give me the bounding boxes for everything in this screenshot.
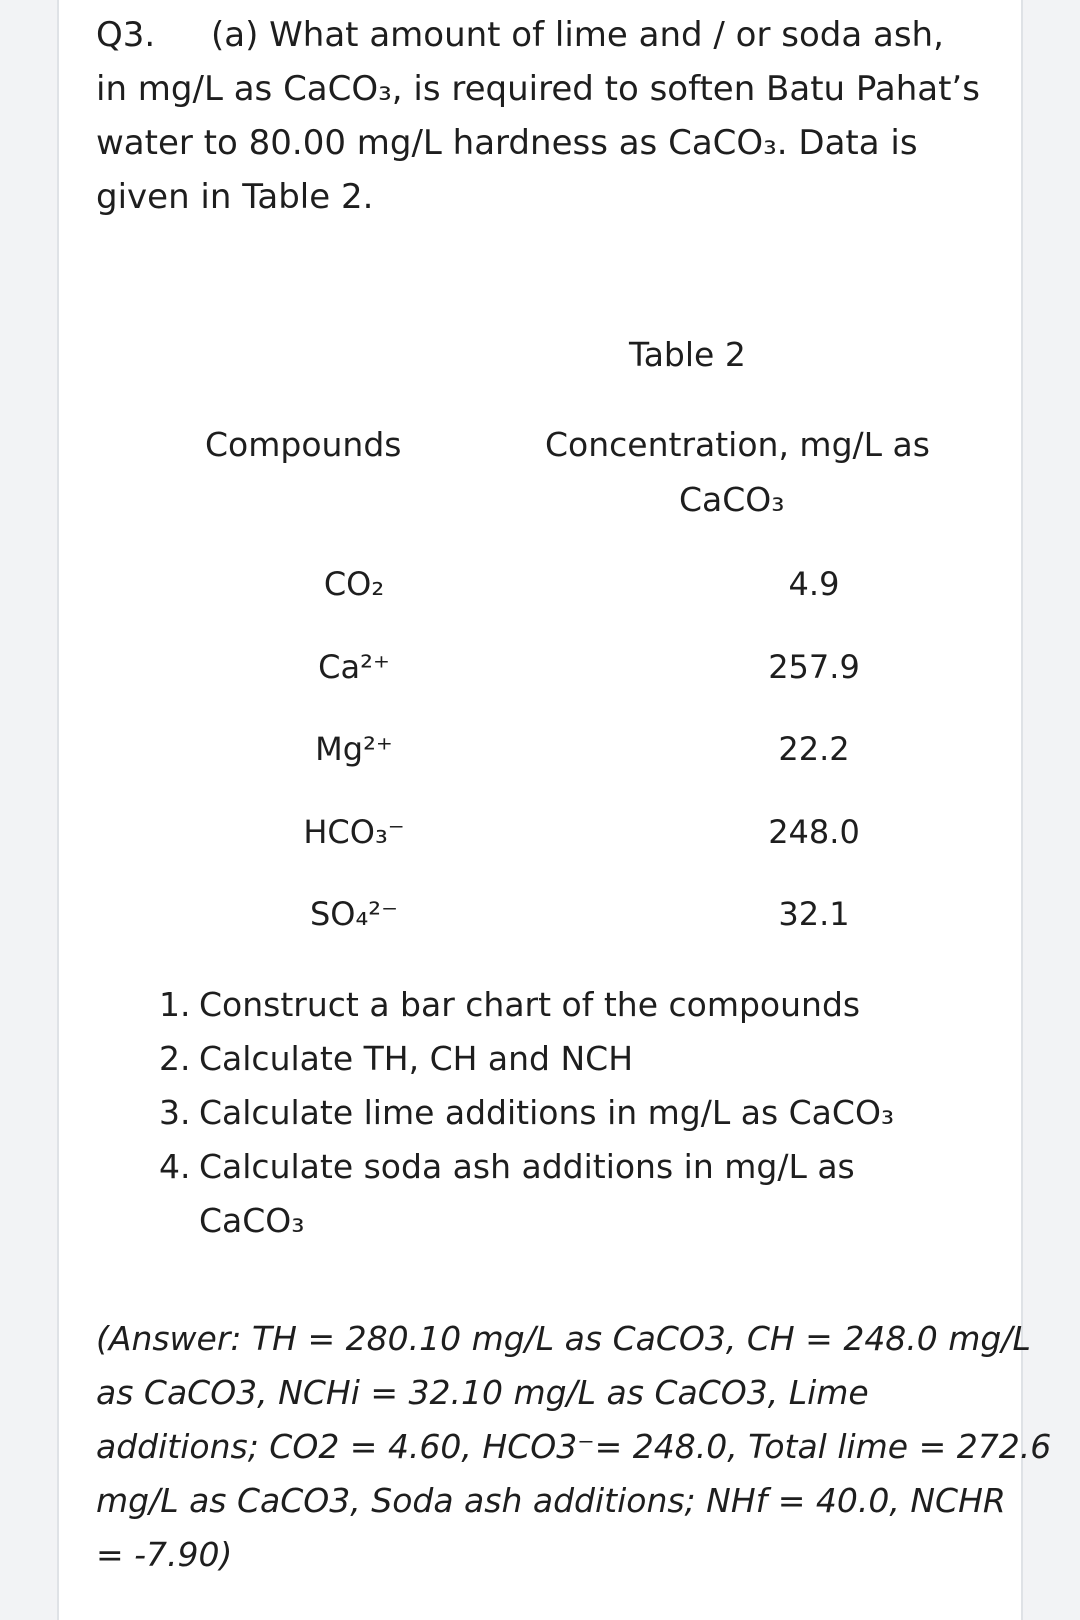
task-item <box>159 1032 894 1086</box>
question-number: Q3. <box>96 15 156 55</box>
compound-co2: CO₂ <box>323 565 385 603</box>
value-so4: 32.1 <box>778 895 850 933</box>
task-number: 4. <box>159 1147 191 1186</box>
question-line-1: (a) What amount of lime and / or soda ash, <box>211 15 944 55</box>
answer-line-2: as CaCO3, NCHi = 32.10 mg/L as CaCO3, Lime <box>96 1373 869 1412</box>
task-item <box>159 978 894 1032</box>
task-text: Construct a bar chart of the compounds <box>199 985 861 1024</box>
answer-line-3: additions; CO2 = 4.60, HCO3⁻= 248.0, Total lime = 272.6 <box>96 1427 1052 1466</box>
task-item-continuation <box>159 1194 894 1248</box>
value-ca: 257.9 <box>768 648 860 686</box>
task-list <box>159 978 894 1248</box>
value-hco3: 248.0 <box>768 813 860 851</box>
task-text: CaCO₃ <box>199 1201 305 1240</box>
header-unit: CaCO₃ <box>679 480 785 519</box>
task-text: Calculate lime additions in mg/L as CaCO₃ <box>199 1093 895 1132</box>
task-number: 3. <box>159 1093 191 1132</box>
task-text: Calculate TH, CH and NCH <box>199 1039 634 1078</box>
question-line-3: water to 80.00 mg/L hardness as CaCO₃. Data is <box>96 123 918 163</box>
compound-ca: Ca²⁺ <box>318 648 390 686</box>
answer-line-5: = -7.90) <box>96 1535 233 1574</box>
compound-mg: Mg²⁺ <box>315 730 393 768</box>
value-mg: 22.2 <box>778 730 850 768</box>
answer-line-4: mg/L as CaCO3, Soda ash additions; NHf = 40.0, NCHR <box>96 1481 1006 1520</box>
task-number: 2. <box>159 1039 191 1078</box>
task-item <box>159 1086 894 1140</box>
table-caption: Table 2 <box>629 335 746 374</box>
task-number: 1. <box>159 985 191 1024</box>
answer-line-1: (Answer: TH = 280.10 mg/L as CaCO3, CH = 248.0 mg/L <box>96 1319 1031 1358</box>
answer-block <box>96 1312 1051 1582</box>
header-compounds: Compounds <box>205 425 402 464</box>
compound-so4: SO₄²⁻ <box>309 895 399 933</box>
compound-hco3: HCO₃⁻ <box>303 813 405 851</box>
content-card <box>57 0 1052 1620</box>
question-line-2: in mg/L as CaCO₃, is required to soften Batu Pahat’s <box>96 69 980 109</box>
task-text: Calculate soda ash additions in mg/L as <box>199 1147 855 1186</box>
question-line-4: given in Table 2. <box>96 177 374 217</box>
task-item <box>159 1140 894 1194</box>
header-concentration: Concentration, mg/L as <box>545 425 930 464</box>
value-co2: 4.9 <box>788 565 840 603</box>
